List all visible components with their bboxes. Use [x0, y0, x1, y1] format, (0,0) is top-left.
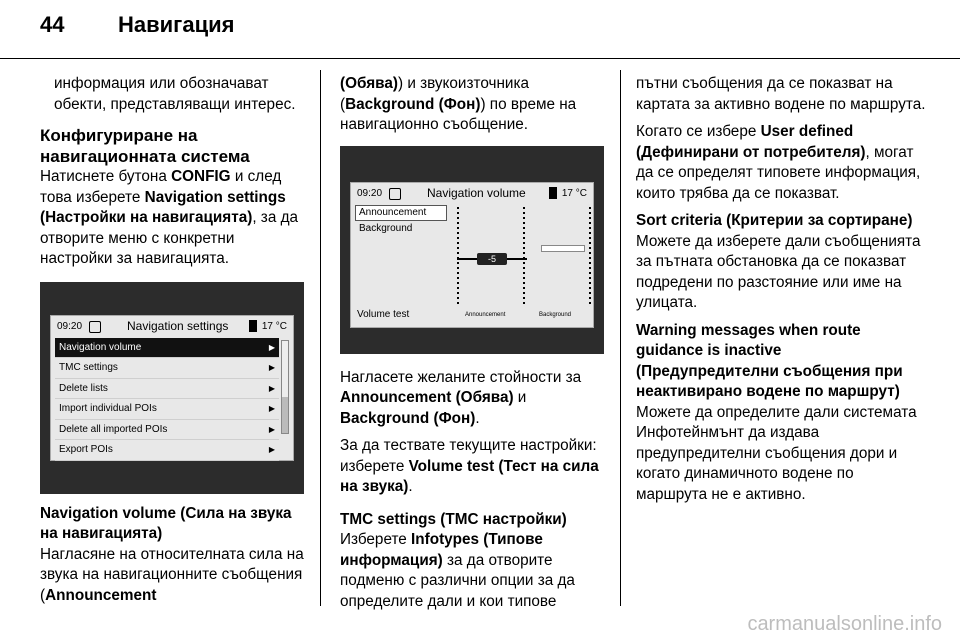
watermark: carmanualsonline.info: [747, 613, 942, 635]
screen-title: Navigation settings: [127, 318, 229, 333]
volume-test-button[interactable]: Volume test: [357, 308, 410, 320]
menu-item-delete-imported-pois[interactable]: Delete all imported POIs ▶: [55, 420, 279, 441]
announcement-paragraph: (Обява)) и звукоизточника (Background (Фон)) по време на навигационно съобщение.: [340, 75, 577, 133]
clock-icon: [389, 188, 401, 200]
chevron-right-icon: ▶: [268, 363, 275, 372]
scrollbar[interactable]: [281, 340, 289, 434]
intro-text: информация или обозначават обекти, представляващи интерес.: [54, 75, 296, 113]
page-number: 44: [40, 12, 65, 37]
clock-time: 09:20: [57, 320, 83, 332]
config-paragraph: Натиснете бутона CONFIG и след това изберете Navigation settings (Настройки на навигацията), за да отворите меню с конкретни настройки за навигацията.: [40, 168, 299, 267]
settings-screen: [50, 315, 294, 461]
column-2: [340, 74, 610, 619]
volume-scale: [457, 207, 459, 305]
phone-icon: [549, 187, 557, 199]
menu-item-delete-lists[interactable]: Delete lists ▶: [55, 379, 279, 400]
clock-icon: [89, 321, 101, 333]
menu-item-navigation-volume[interactable]: Navigation volume ▶: [55, 338, 279, 359]
announcement-slider[interactable]: -5: [477, 253, 507, 265]
test-paragraph: За да тествате текущите настройки: изберете Volume test (Тест на сила на звука).: [340, 437, 599, 495]
subheading-sort-criteria: Sort criteria (Критерии за сортиране): [636, 212, 913, 229]
scrollbar-thumb[interactable]: [282, 341, 288, 397]
screen-status-bar: [357, 185, 587, 202]
subheading-warning-messages: Warning messages when route guidance is inactive (Предупредителни съобщения при неактивирано водене по маршрут): [636, 321, 903, 400]
chevron-right-icon: ▶: [268, 445, 275, 454]
volume-scale: [589, 207, 591, 305]
navigation-settings-screenshot: [40, 282, 304, 494]
settings-menu: [55, 338, 279, 461]
page-title: Навигация: [118, 12, 235, 37]
tmc-paragraph: Изберете Infotypes (Типове информация) за да отворите подменю с различни опции за да определите дали и кои типове: [340, 531, 575, 610]
background-label: Background: [539, 311, 572, 318]
subheading-tmc-settings: TMC settings (TMC настройки): [340, 510, 567, 528]
warning-messages-paragraph: Можете да определите дали системата Инфотейнмънт да издава предупредителни съобщения дори и когато динамичното водене по маршрута не е активно.: [636, 403, 917, 503]
menu-item-tmc-settings[interactable]: TMC settings ▶: [55, 358, 279, 379]
phone-icon: [249, 320, 257, 332]
sort-criteria-paragraph: Можете да изберете дали съобщенията за пътната обстановка да се показват подредени по разстояние или име на улицата.: [636, 232, 921, 311]
menu-item-import-pois[interactable]: Import individual POIs ▶: [55, 399, 279, 420]
menu-item-announcement[interactable]: Announcement: [355, 205, 447, 221]
user-defined-paragraph: Когато се избере User defined (Дефинирани от потребителя), могат да се определят типовете информация, които трябва да се показват.: [636, 123, 921, 202]
column-divider-2: [620, 70, 621, 606]
volume-scale: [523, 207, 525, 305]
chevron-right-icon: ▶: [268, 404, 275, 413]
chevron-right-icon: ▶: [268, 424, 275, 434]
chevron-right-icon: ▶: [268, 383, 275, 393]
column-1: [40, 74, 310, 613]
header-rule: [0, 58, 960, 59]
column-3: [636, 74, 926, 512]
section-heading: Конфигуриране на навигационната система: [40, 126, 250, 166]
map-messages-paragraph: пътни съобщения да се показват на картата за активно водене по маршрута.: [636, 75, 926, 113]
adjust-paragraph: Нагласете желаните стойности за Announcement (Обява) и Background (Фон).: [340, 368, 582, 427]
chevron-right-icon: ▶: [268, 342, 275, 352]
menu-item-background[interactable]: Background: [359, 222, 413, 234]
column-divider-1: [320, 70, 321, 606]
announcement-label: Announcement: [465, 311, 506, 318]
volume-menu: [355, 205, 447, 237]
clock-time: 09:20: [357, 187, 383, 199]
screen-title: Navigation volume: [427, 185, 526, 200]
subheading-navigation-volume: Navigation volume (Сила на звука на навигацията): [40, 504, 292, 542]
temperature: 17 °C: [261, 320, 287, 332]
screen-status-bar: [57, 318, 287, 335]
navigation-volume-paragraph: Нагласяне на относителната сила на звука на навигационните съобщения (Announcement: [40, 545, 304, 604]
volume-screen: [350, 182, 594, 328]
navigation-volume-screenshot: [340, 146, 604, 354]
background-slider[interactable]: [541, 245, 585, 252]
temperature: 17 °C: [561, 187, 587, 199]
menu-item-export-pois[interactable]: Export POIs ▶: [55, 440, 279, 461]
